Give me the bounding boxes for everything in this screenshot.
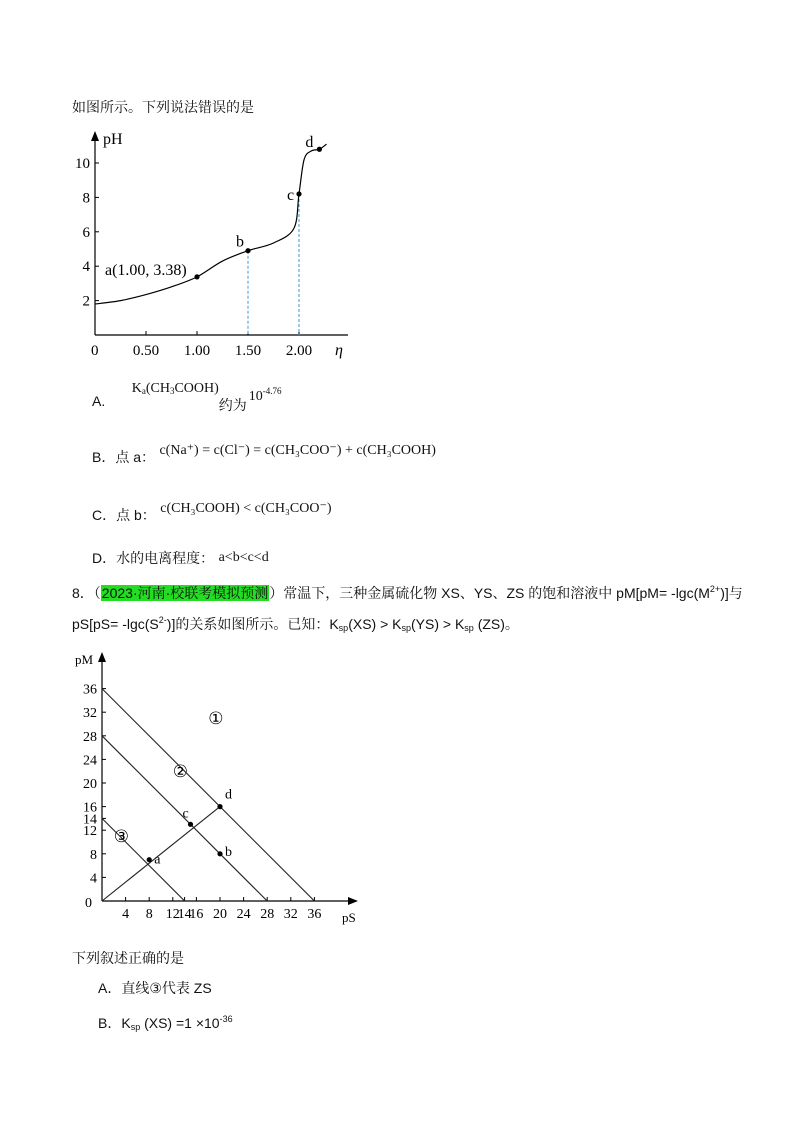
series-label-2: ② <box>172 762 189 782</box>
point-label-c: c <box>182 806 189 822</box>
point-label-c: c <box>287 186 295 204</box>
x-tick-label: 4 <box>122 907 130 922</box>
x-tick-label: 8 <box>145 907 153 922</box>
y-tick-label: 4 <box>90 871 97 887</box>
series-label-1: ① <box>208 709 224 728</box>
point-label-b: b <box>225 844 232 860</box>
point-d <box>217 804 222 809</box>
pm-ps-chart <box>60 648 370 928</box>
point-c <box>188 822 193 827</box>
y-tick-label: 8 <box>82 190 90 207</box>
y-tick-label: 36 <box>83 682 97 698</box>
x-axis-label: pS <box>342 910 356 925</box>
y-tick-label: 28 <box>83 729 97 745</box>
q8-option-b: B．$K_{sp}$ $(XS) =1 \times 10^{-36}$ <box>98 1014 233 1032</box>
x-tick-label: 0 <box>91 343 99 359</box>
point-d <box>317 147 322 152</box>
y-axis-label: pH <box>103 131 123 148</box>
option-c <box>92 501 332 525</box>
question-8-stem-line-1: 8．（2023·河南·校联考模拟预测）常温下，三种金属硫化物 XS、YS、ZS 的饱和溶液中 $pM[pM= -\lg c(M^{2+})]$与 <box>72 584 743 601</box>
point-b <box>217 851 222 856</box>
point-a <box>194 274 199 279</box>
question-8-stem-line-2: $pS[pS= -\lg c(S^{2-})]$的关系如图所示。已知：$K_{sp}(XS) > K_{sp}(YS) > K_{sp}$ (ZS)。 <box>72 615 519 633</box>
point-a <box>147 857 152 862</box>
x-axis-arrow <box>348 897 358 905</box>
y-axis-label: pM <box>75 652 94 667</box>
option-d <box>92 549 269 568</box>
y-tick-label: 16 <box>83 800 97 816</box>
x-tick-label: 20 <box>213 907 227 922</box>
option-c-expression: c(CH₃COOH) < c(CH₃COO⁻) <box>160 501 332 516</box>
x-tick-label: 0 <box>85 896 92 911</box>
option-c-label: C．点 b： <box>92 507 156 523</box>
option-a <box>92 381 282 413</box>
y-tick-label: 32 <box>83 706 97 722</box>
option-b <box>92 443 436 467</box>
question-7-stem: 如图所示。下列说法错误的是 <box>72 99 254 115</box>
y-tick-label: 14 <box>83 812 97 828</box>
x-tick-label: 14 <box>177 907 192 922</box>
x-tick-label: 12 <box>165 907 180 922</box>
x-tick-label: 24 <box>236 907 251 922</box>
question-8-stem-2: 下列叙述正确的是 <box>72 950 184 966</box>
y-axis-arrow <box>98 652 106 662</box>
x-tick-label: 32 <box>283 907 298 922</box>
point-label-a: a <box>154 852 161 868</box>
option-a-mid: 约为 <box>218 397 247 413</box>
point-b <box>245 248 250 253</box>
option-b-expression: c(Na⁺) = c(Cl⁻) = c(CH₃COO⁻) + c(CH₃COOH) <box>159 443 436 458</box>
y-tick-label: 4 <box>82 259 90 276</box>
y-tick-label: 6 <box>82 224 90 241</box>
ph-curve <box>95 144 327 304</box>
ka-expression: $K_a(CH_3COOH)$ <box>131 381 219 396</box>
q8-option-a: A．直线③代表 ZS <box>98 980 212 996</box>
option-b-label: B．点 a： <box>92 449 156 465</box>
x-tick-label: 36 <box>307 907 322 922</box>
x-tick-label: 0.50 <box>132 343 160 359</box>
y-tick-label: 24 <box>83 753 97 769</box>
point-c <box>296 191 301 196</box>
y-axis-arrow <box>91 131 99 141</box>
series-line-4 <box>102 807 220 901</box>
y-tick-label: 12 <box>83 824 97 840</box>
x-tick-label: 16 <box>189 907 204 922</box>
x-tick-label: 28 <box>260 907 275 922</box>
y-tick-label: 10 <box>75 156 90 172</box>
power-expression: $10^{-4.76}$ <box>248 386 282 404</box>
x-tick-label: 2.00 <box>285 343 313 359</box>
source-tag: 2023·河南·校联考模拟预测 <box>101 585 269 601</box>
x-axis-label: η <box>335 342 343 359</box>
point-label-b: b <box>236 233 244 251</box>
point-label-d: d <box>225 787 232 803</box>
point-label-d: d <box>305 134 314 152</box>
option-d-expression: a<b<c<d <box>218 550 269 565</box>
x-tick-label: 1.50 <box>234 343 262 359</box>
y-tick-label: 8 <box>90 847 97 863</box>
y-tick-label: 2 <box>82 293 90 310</box>
ph-titration-chart <box>60 125 360 365</box>
point-label-a: a(1.00, 3.38) <box>105 261 187 279</box>
y-tick-label: 20 <box>83 777 97 792</box>
x-tick-label: 1.00 <box>183 343 211 359</box>
option-d-label: D．水的电离程度： <box>92 550 215 566</box>
option-a-label: A. <box>92 393 106 409</box>
series-label-3: ③ <box>113 827 130 846</box>
